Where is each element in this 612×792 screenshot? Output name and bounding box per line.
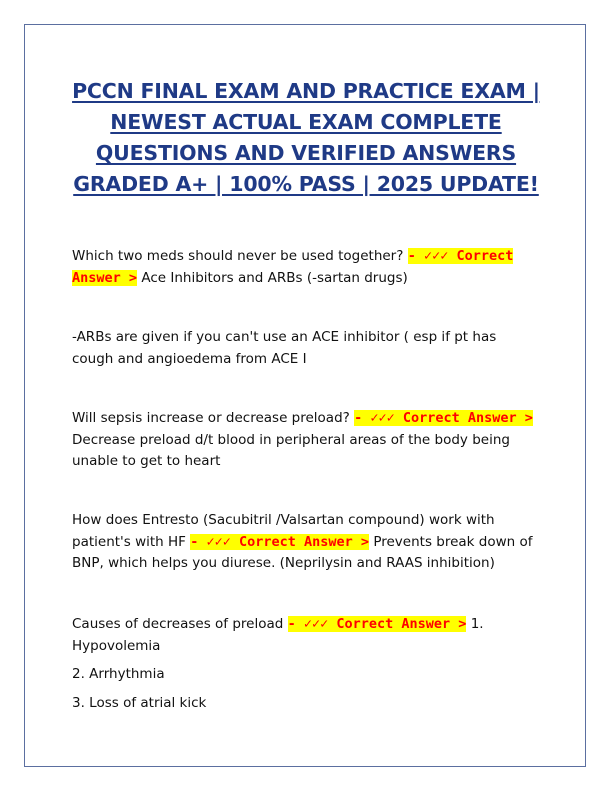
answer-list-item xyxy=(72,664,537,686)
note-text: -ARBs are given if you can't use an ACE inhibitor ( esp if pt has cough and angioedema from ACE I xyxy=(72,329,497,367)
answer-line: 3. Loss of atrial kick xyxy=(72,695,207,711)
correct-answer-tag: - ✓✓✓ Correct Answer > xyxy=(354,410,533,426)
question-text: Causes of decreases of preload xyxy=(72,616,284,632)
qa-item-2 xyxy=(72,408,537,473)
question-text: How does Entresto (Sacubitril /Valsartan compound) work with patient's with HF xyxy=(72,512,495,550)
question-text: Which two meds should never be used together? xyxy=(72,248,404,264)
question-text: Will sepsis increase or decrease preload? xyxy=(72,410,350,426)
qa-item-1 xyxy=(72,246,537,289)
answer-text: Ace Inhibitors and ARBs (-sartan drugs) xyxy=(141,269,408,286)
qa-item-3 xyxy=(72,510,537,575)
correct-answer-tag: - ✓✓✓ Correct Answer > xyxy=(287,616,467,632)
answer-line: 2. Arrhythmia xyxy=(72,666,165,682)
document-title: PCCN FINAL EXAM AND PRACTICE EXAM | NEWEST ACTUAL EXAM COMPLETE QUESTIONS AND VERIFIED ANSWERS GRADED A+ | 100% PASS | 2025 UPDATE! xyxy=(72,79,540,196)
answer-list-item xyxy=(72,693,537,715)
answer-text: Prevents break down of BNP, which helps you diurese. (Neprilysin and RAAS inhibition) xyxy=(72,533,533,571)
qa-note xyxy=(72,327,537,370)
correct-answer-tag: - ✓✓✓ Correct Answer > xyxy=(72,248,514,286)
correct-answer-tag: - ✓✓✓ Correct Answer > xyxy=(190,533,370,550)
answer-line: 1. Hypovolemia xyxy=(72,616,484,654)
answer-text: Decrease preload d/t blood in peripheral areas of the body being unable to get to heart xyxy=(72,431,510,469)
qa-item-4 xyxy=(72,614,537,657)
